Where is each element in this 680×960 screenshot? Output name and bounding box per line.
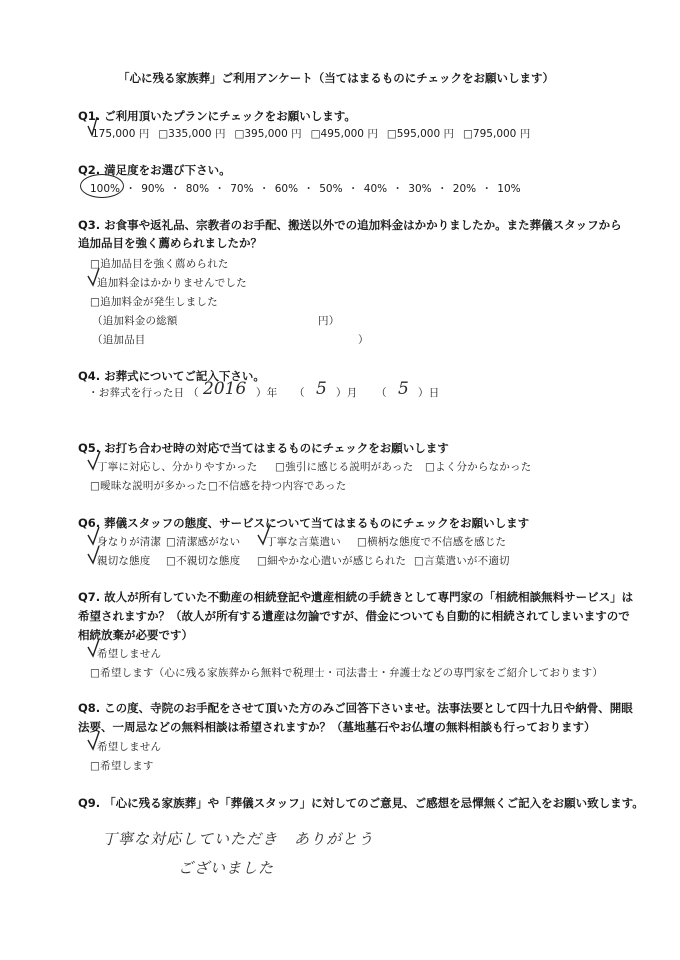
plan-option-795000[interactable]: □795,000 円 — [463, 128, 531, 140]
q3-amount-label: （追加料金の総額 — [92, 315, 178, 327]
q1-question: Q1. ご利用頂いたプランにチェックをお願いします。 — [78, 109, 356, 123]
q2-satisfaction-scale[interactable]: 100% ・ 90% ・ 80% ・ 70% ・ 60% ・ 50% ・ 40% ・ 30% ・ 20% ・ 10% — [90, 183, 521, 195]
q2-selected-circle — [80, 174, 124, 198]
q4-month-value[interactable]: 5 — [316, 379, 327, 399]
q4-year-value[interactable]: 2016 — [203, 379, 247, 399]
q8-question-line2: 法要、一周忌などの無料相談は希望されますか？（墓地墓石やお仏壇の無料相談も行っております） — [78, 720, 596, 734]
q4-day-open: （ — [376, 387, 387, 399]
q8-option-yes[interactable]: □希望します — [90, 760, 154, 772]
q6-option-polite-words[interactable]: 丁寧な言葉遣い — [266, 536, 341, 548]
q1-plan-options — [92, 126, 530, 141]
q7-option-yes[interactable]: □希望します（心に残る家族葬から無料で税理士・司法書士・弁護士などの専門家をご紹介しております） — [90, 667, 604, 679]
plan-option-595000[interactable]: □595,000 円 — [386, 128, 455, 140]
q7-question-line2: 希望されますか？（故人が所有する遺産は勿論ですが、借金についても自動的に相続されてしまいますので — [78, 609, 630, 623]
q5-option-polite[interactable]: 丁寧に対応し、分かりやすかった — [97, 461, 258, 473]
q9-handwritten-comment-line1[interactable]: 丁寧な対応していただき ありがとう — [102, 830, 375, 848]
plan-option-395000[interactable]: □395,000 円 — [234, 128, 302, 140]
q3-option-no-charge[interactable]: 追加料金はかかりませんでした — [97, 277, 247, 289]
q8-option-no[interactable]: 希望しません — [97, 741, 162, 753]
q7-question-line3: 相続放棄が必要です） — [78, 628, 193, 642]
q8-question-line1: Q8. この度、寺院のお手配をさせて頂いた方のみご回答下さいませ。法事法要として四十九日や納骨、開眼 — [78, 701, 633, 715]
q6-option-not-clean[interactable]: □清潔感がない — [166, 536, 241, 548]
q4-month-open: （ — [294, 387, 305, 399]
q4-date-label: ・お葬式を行った日 — [88, 387, 185, 399]
q6-option-clean[interactable]: 身なりが清潔 — [97, 536, 162, 548]
q4-month-unit: ）月 — [336, 387, 358, 399]
q9-question: Q9. 「心に残る家族葬」や「葬儀スタッフ」に対してのご意見、ご感想を忌憚無くご記入をお願い致します。 — [78, 796, 644, 810]
plan-option-495000[interactable]: □495,000 円 — [310, 128, 378, 140]
q4-year-open: （ — [188, 387, 199, 399]
q5-question: Q5. お打ち合わせ時の対応で当てはまるものにチェックをお願いします — [78, 441, 449, 455]
q5-option-distrust[interactable]: □不信感を持つ内容であった — [208, 480, 347, 492]
q3-question-line1: Q3. お食事や返礼品、宗教者のお手配、搬送以外での追加料金はかかりましたか。また葬儀スタッフから — [78, 218, 622, 232]
survey-title: 「心に残る家族葬」ご利用アンケート（当てはまるものにチェックをお願いします） — [118, 71, 554, 85]
q3-option-recommended[interactable]: □追加品目を強く薦められた — [90, 258, 229, 270]
q7-question-line1: Q7. 故人が所有していた不動産の相続登記や遺産相続の手続きとして専門家の「相続相談無料サービス」は — [78, 590, 634, 604]
plan-option-335000[interactable]: □335,000 円 — [158, 128, 226, 140]
q5-option-vague[interactable]: □曖昧な説明が多かった — [90, 480, 208, 492]
q6-option-arrogant[interactable]: □横柄な態度で不信感を感じた — [357, 536, 507, 548]
q3-items-label: （追加品目 — [92, 334, 146, 346]
plan-option-175000[interactable]: 175,000 円 — [92, 128, 150, 140]
q6-question: Q6. 葬儀スタッフの態度、サービスについて当てはまるものにチェックをお願いします — [78, 516, 530, 530]
q2-question: Q2. 満足度をお選び下さい。 — [78, 163, 231, 177]
q4-day-value[interactable]: 5 — [398, 379, 409, 399]
q7-option-no[interactable]: 希望しません — [97, 648, 162, 660]
q9-handwritten-comment-line2[interactable]: ございました — [178, 859, 275, 877]
q3-amount-unit: 円） — [318, 315, 340, 327]
q6-option-bad-words[interactable]: □言葉遣いが不適切 — [414, 555, 510, 567]
q5-option-pushy[interactable]: □強引に感じる説明があった — [275, 461, 414, 473]
q3-items-close: ） — [358, 334, 369, 346]
q5-option-unclear[interactable]: □よく分からなかった — [425, 461, 532, 473]
q6-option-attentive[interactable]: □細やかな心遣いが感じられた — [257, 555, 407, 567]
q6-option-unkind[interactable]: □不親切な態度 — [166, 555, 241, 567]
q3-question-line2: 追加品目を強く薦められましたか？ — [78, 236, 262, 250]
q4-day-unit: ）日 — [418, 387, 440, 399]
q4-question: Q4. お葬式についてご記入下さい。 — [78, 369, 265, 383]
q3-option-charged[interactable]: □追加料金が発生しました — [90, 296, 218, 308]
q6-option-kind[interactable]: 親切な態度 — [97, 555, 151, 567]
q4-year-unit: ）年 — [256, 387, 278, 399]
